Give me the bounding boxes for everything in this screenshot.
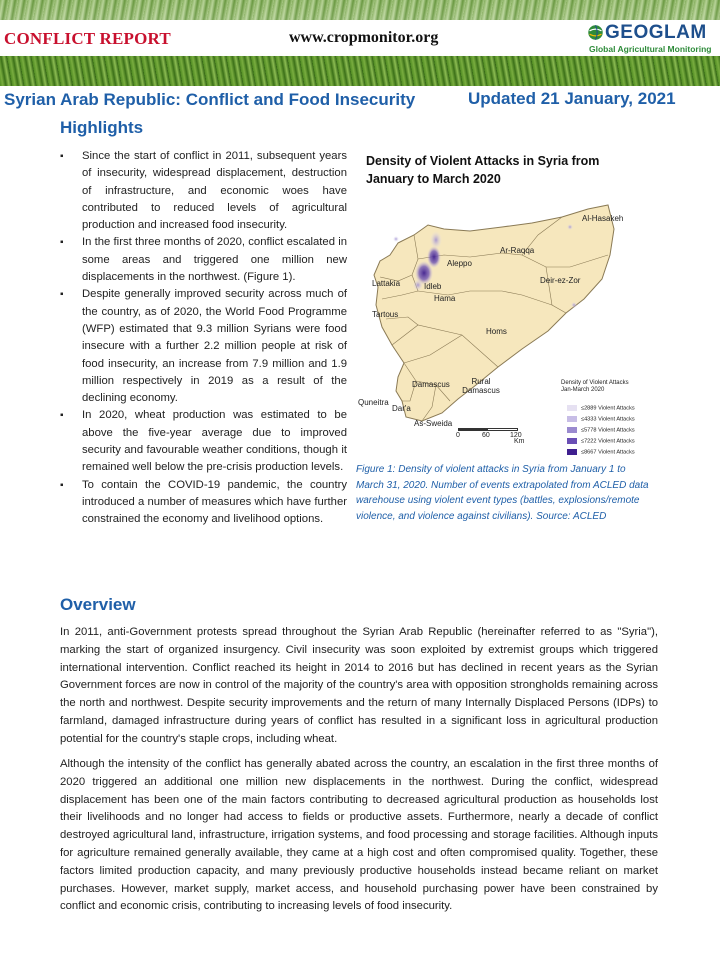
highlights-heading: Highlights [60,118,144,137]
document-title: Syrian Arab Republic: Conflict and Food Insecurity [4,90,416,109]
updated-date: Updated 21 January, 2021 [468,89,676,108]
map-label: Hama [434,294,456,303]
legend-swatch [567,449,577,455]
geoglam-logo [585,22,715,56]
map-label: Tartous [372,310,399,319]
highlight-item: ▪ In the first three months of 2020, conflict escalated in some areas and triggered one million new displacements in the northwest. (Figure 1). [60,234,347,286]
legend-swatch [567,438,577,444]
legend-item [567,449,635,457]
legend-label: ≤2889 Violent Attacks [581,405,635,412]
overview-paragraph: Although the intensity of the conflict has generally abated across the country, an escalation in the first three months of 2020 triggered an additional one million new displacements in the northwest. During the conflict, widespread displacement has been one of the main factors contributing to decreased agricultural production as households lost their livelihoods and no longer had access to fields or productive assets. Furthermore, nearly a decade of conflict destroyed agricultural land, infrastructure, irrigation systems, and food processing and storage facilities. Although inputs for agriculture remained generally available, they came at a high cost and often compromised quality. Together, these factors limited production capacity, and many previously productive households instead became reliant on market purchases. However, market supply, market access, and household purchasing power have been constrained by conflict and economic crisis, contributing to increasing levels of food insecurity. [60,758,658,913]
report-type-label: CONFLICT REPORT [4,29,171,48]
scale-unit: Km [514,438,525,445]
legend-label: ≤7222 Violent Attacks [581,438,635,445]
header-banner [0,0,720,86]
map-legend-title: Density of Violent Attacks Jan-March 2020 [561,380,629,393]
legend-item [567,405,635,413]
legend-label: ≤8667 Violent Attacks [581,449,635,456]
legend-swatch [567,427,577,433]
grass-top-strip [0,0,720,20]
map-label: As-Sweida [414,419,453,428]
globe-icon [587,24,604,41]
map-label: Ar-Raqqa [500,246,535,255]
map-scale-bar [458,428,528,448]
overview-heading: Overview [60,595,136,614]
highlight-item: ▪ In 2020, wheat production was estimated to be above the five-year average due to improved security and favourable weather conditions, though it remained well below the pre-crisis production levels. [60,407,347,476]
map-label: Al-Hasakeh [582,214,624,223]
legend-item [567,427,635,435]
map-label: Deir-ez-Zor [540,276,581,285]
map-label: Damascus [412,380,450,389]
scale-label: 0 [456,432,460,439]
map-label: Idleb [424,282,442,291]
logo-wordmark: GEOGLAM [605,22,707,43]
logo-subtitle: Global Agricultural Monitoring [589,44,712,54]
figure-caption: Figure 1: Density of violent attacks in Syria from January 1 to March 31, 2020. Number of events extrapolated from ACLED data warehouse using violent event types (battles, explosions/remote violence, and violence against civilians). Source: ACLED [356,464,649,522]
legend-label: ≤5778 Violent Attacks [581,427,635,434]
scale-label: 120 [510,432,522,439]
map-label: Homs [486,327,507,336]
overview-paragraph: In 2011, anti-Government protests spread throughout the Syrian Arab Republic (hereinafter referred to as "Syria"), marking the start of organized insurgency. Civil insecurity was soon exploited by extremist groups which triggered international intervention. Conflict reached its height in 2014 to 2016 but has declined in recent years as the Syrian Government forces are now in control of the majority of the country's area with opposition strongholds remaining across the north and northwest. Despite security improvements and the return of many Internally Displaced Persons (IDPs) to farmland, damaged infrastructure during years of conflict has resulted in a significant loss in agricultural production potential for the country's staple crops, including wheat. [60,626,658,745]
legend-item [567,416,635,424]
map-label: Dar'a [392,404,411,413]
website-url[interactable]: www.cropmonitor.org [289,29,439,46]
legend-item [567,438,635,446]
highlight-item: ▪ Despite generally improved security across much of the country, as of 2020, the World Food Programme (WFP) estimated that 9.3 million Syrians were food insecure with a further 2.2 million people at risk of food insecurity, an increase from 7.9 million and 1.9 million respectively in 2019 as a result of the declining economy. [60,286,347,407]
figure-title: Density of Violent Attacks in Syria from January to March 2020 [366,154,600,186]
highlights-list [60,148,347,529]
scale-label: 60 [482,432,490,439]
map-label: Aleppo [447,259,472,268]
legend-label: ≤4333 Violent Attacks [581,416,635,423]
highlight-item: ▪ Since the start of conflict in 2011, subsequent years of insecurity, widespread displacement, destruction of infrastructure, and economic woes have contributed to reduced levels of agricultural production and increased food insecurity. [60,148,347,234]
highlight-item: ▪ To contain the COVID-19 pandemic, the country introduced a number of measures which have further constrained the economy and livelihood options. [60,477,347,529]
map-label: Lattakia [372,279,401,288]
scale-bar-graphic [458,428,518,431]
map-label: Rural Damascus [462,377,500,395]
legend-swatch [567,405,577,411]
grass-bottom-strip [0,56,720,86]
legend-swatch [567,416,577,422]
map-label: Quneitra [358,398,389,407]
